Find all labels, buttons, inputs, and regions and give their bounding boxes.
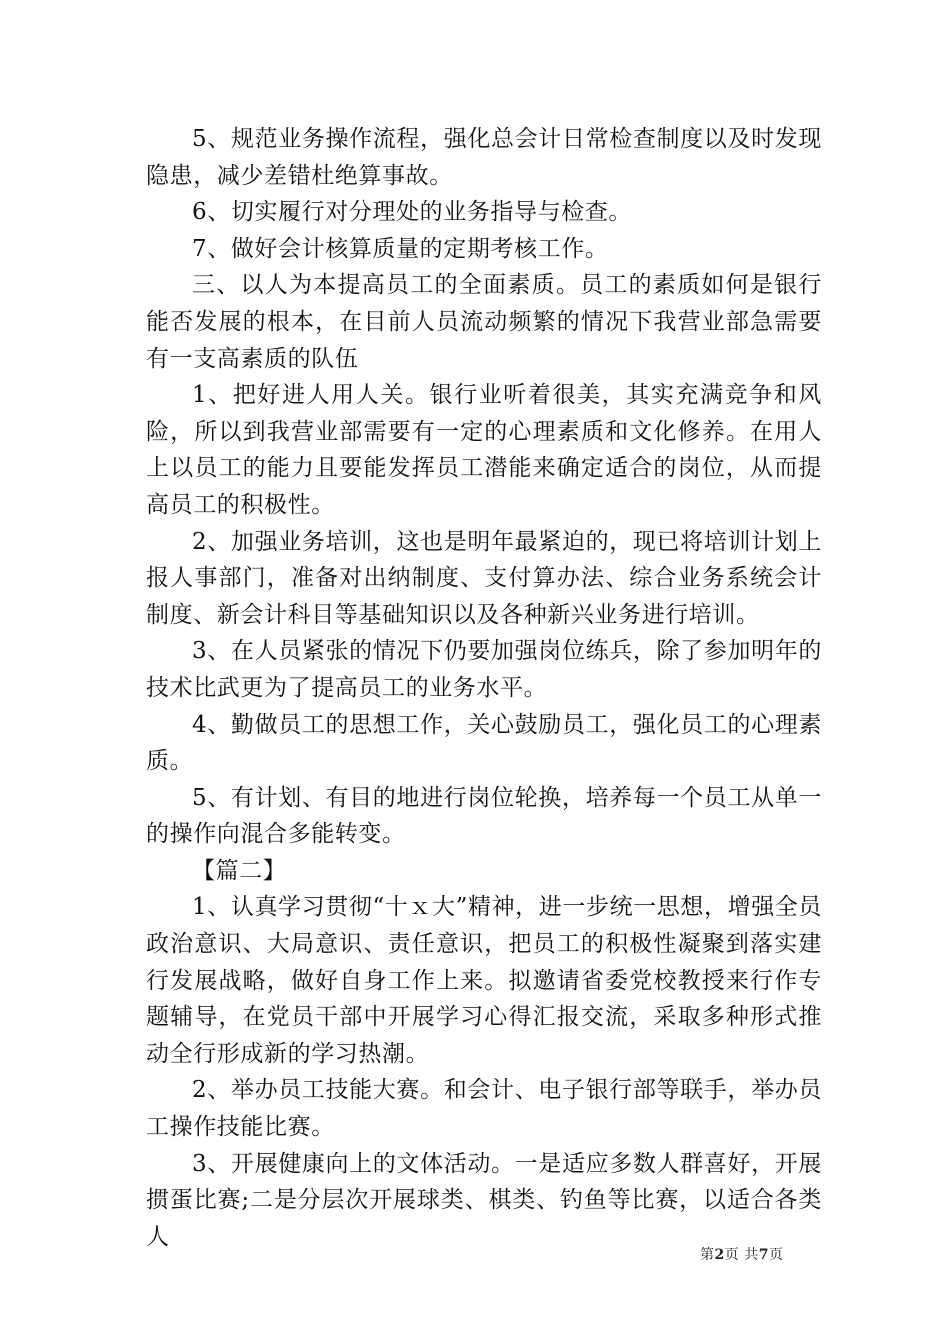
footer-suffix: 页 bbox=[768, 1247, 784, 1263]
paragraph: 5、规范业务操作流程，强化总会计日常检查制度以及时发现隐患，减少差错杜绝算事故。 bbox=[146, 126, 822, 189]
paragraph: 3、开展健康向上的文体活动。一是适应多数人群喜好，开展掼蛋比赛;二是分层次开展球类、棋类、钓鱼等比赛，以适合各类人 bbox=[146, 1150, 822, 1250]
current-page-number: 2 bbox=[714, 1247, 725, 1263]
paragraph: 2、举办员工技能大赛。和会计、电子银行部等联手，举办员工操作技能比赛。 bbox=[146, 1077, 822, 1141]
page-number-footer bbox=[700, 1245, 783, 1265]
section-heading-paragraph: 三、以人为本提高员工的全面素质。员工的素质如何是银行能否发展的根本，在目前人员流动频繁的情况下我营业部急需要有一支高素质的队伍 bbox=[146, 272, 822, 372]
paragraph: 1、认真学习贯彻“十ｘ大”精神，进一步统一思想，增强全员政治意识、大局意识、责任意识，把员工的积极性凝聚到落实建行发展战略，做好自身工作上来。拟邀请省委党校教授来行作专题辅导，在党员干部中开展学习心得汇报交流，采取多种形式推动全行形成新的学习热潮。 bbox=[146, 894, 822, 1067]
paragraph: 4、勤做员工的思想工作，关心鼓励员工，强化员工的心理素质。 bbox=[146, 711, 822, 775]
paragraph: 5、有计划、有目的地进行岗位轮换，培养每一个员工从单一的操作向混合多能转变。 bbox=[146, 784, 822, 848]
part-heading: 【篇二】 bbox=[192, 857, 287, 884]
footer-prefix: 第 bbox=[700, 1247, 715, 1263]
paragraph: 2、加强业务培训，这也是明年最紧迫的，现已将培训计划上报人事部门，准备对出纳制度、支付算办法、综合业务系统会计制度、新会计科目等基础知识以及各种新兴业务进行培训。 bbox=[146, 528, 822, 628]
paragraph: 3、在人员紧张的情况下仍要加强岗位练兵，除了参加明年的技术比武更为了提高员工的业务水平。 bbox=[146, 638, 822, 701]
paragraph: 7、做好会计核算质量的定期考核工作。 bbox=[192, 235, 609, 262]
paragraph: 6、切实履行对分理处的业务指导与检查。 bbox=[192, 199, 633, 226]
paragraph: 1、把好进人用人关。银行业听着很美，其实充满竞争和风险，所以到我营业部需要有一定的心理素质和文化修养。在用人上以员工的能力且要能发挥员工潜能来确定适合的岗位，从而提高员工的积极性。 bbox=[146, 382, 822, 518]
footer-middle: 页 共 bbox=[724, 1247, 759, 1263]
total-page-count: 7 bbox=[758, 1247, 769, 1263]
document-body bbox=[146, 121, 822, 1255]
